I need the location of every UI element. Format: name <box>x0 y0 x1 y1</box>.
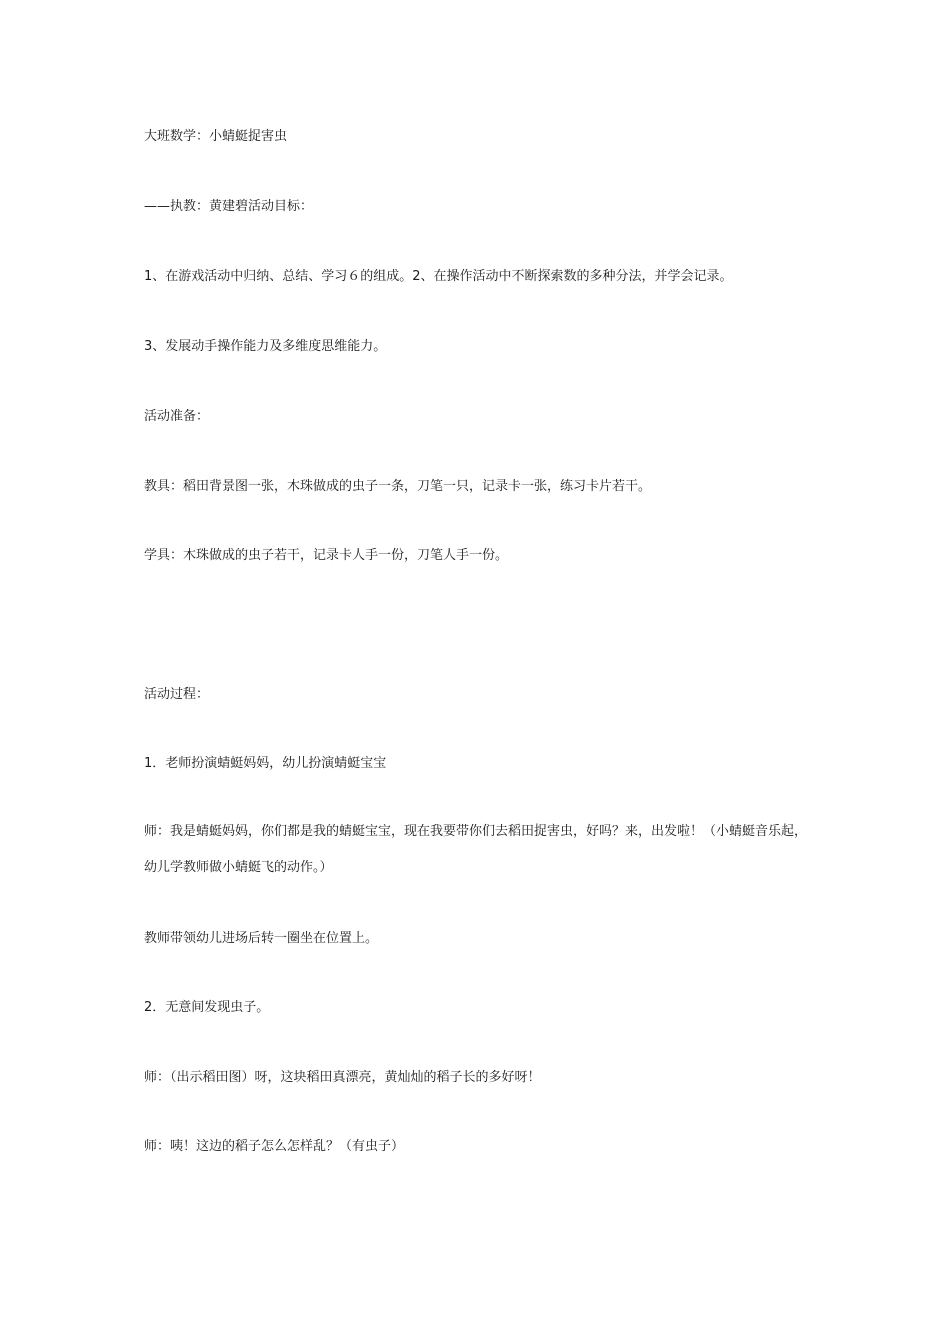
step2-line2: 师：咦！这边的稻子怎么怎样乱？（有虫子） <box>144 1139 405 1154</box>
teacher-tools: 教具：稻田背景图一张，木珠做成的虫子一条，刀笔一只，记录卡一张，练习卡片若干。 <box>144 479 652 494</box>
step2-line1: 师：（出示稻田图）呀，这块稻田真漂亮，黄灿灿的稻子长的多好呀！ <box>144 1070 541 1085</box>
process-heading: 活动过程： <box>144 687 210 702</box>
prep-heading: 活动准备： <box>144 409 210 424</box>
step1-dialogue: 师：我是蜻蜓妈妈，你们都是我的蜻蜓宝宝，现在我要带你们去稻田捉害虫，好吗？来，出发啦！（小蜻蜓音乐起，幼儿学教师做小蜻蜓飞的动作。） <box>144 824 808 875</box>
document-title: 大班数学：小蜻蜓捉害虫 <box>144 129 288 144</box>
step1-heading: 1．老师扮演蜻蜓妈妈，幼儿扮演蜻蜓宝宝 <box>144 756 387 771</box>
goal-three: 3、发展动手操作能力及多维度思维能力。 <box>144 339 387 354</box>
goals-paragraph: 1、在游戏活动中归纳、总结、学习６的组成。2、在操作活动中不断探索数的多种分法，并学会记录。 <box>144 269 733 284</box>
step1-action: 教师带领幼儿进场后转一圈坐在位置上。 <box>144 931 379 946</box>
author-line: ——执教：黄建碧活动目标： <box>144 199 314 214</box>
student-tools: 学具：木珠做成的虫子若干，记录卡人手一份，刀笔人手一份。 <box>144 548 509 563</box>
step2-heading: 2．无意间发现虫子。 <box>144 1000 270 1015</box>
